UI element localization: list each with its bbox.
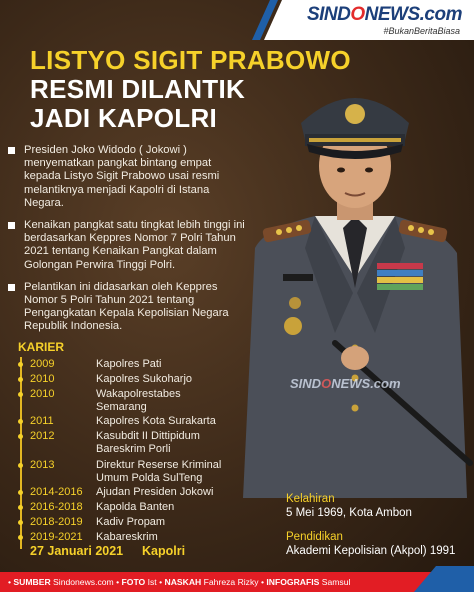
timeline-dot-icon	[18, 520, 23, 525]
timeline-dot-icon	[18, 490, 23, 495]
bullet-item: Kenaikan pangkat satu tingkat lebih tinggi ini berdasarkan Keppres Nomor 7 Polri Tahun 2021 tentang Kenaikan Pangkat dalam Golongan Perwira Tinggi Polri.	[8, 219, 248, 272]
timeline-dot-icon	[18, 535, 23, 540]
timeline-dot-icon	[18, 463, 23, 468]
officer-portrait	[235, 78, 474, 498]
brand-tagline: #BukanBeritaBiasa	[383, 26, 460, 36]
infographic: SINDONEWS.com #BukanBeritaBiasa LISTYO SIGIT PRABOWO RESMI DILANTIK JADI KAPOLRI Presiden Joko Widodo ( Jokowi ) menyematkan pangkat bintang empat kepada Listyo Sigit Prabowo usai resmi melantiknya menjadi Kapolri di Istana Negara. Kenaikan pangkat satu tingkat lebih tinggi ini berdasarkan Keppres Nomor 7 Polri Tahun 2021 tentang Kenaikan Pangkat dalam Golongan Perwira Tinggi Polri. Pelantikan ini didasarkan oleh Keppres Nomor 5 Polri Tahun 2021 tentang Pengangkatan Kepala Kepolisian Negara Republik Indonesia. SINDONEWS.com KARIER 2009 Kapolres Pati 2010 Kapolres Sukoharjo 2010 Wakapolrestabes Semarang 2011 Kapolres Kota Surakarta 2012 Kasubdit II Dittipidum Bareskrim Porli 2013 Direktur Reserse Kriminal Umum Polda SulTeng 2014-2016 Ajudan Presiden Jokowi 2016-2018 Kapolda Banten 2018-2019 Kadiv Propam 2019-2021 Kabareskrim 27 Januari 2021 Kapolri Kelahiran 5 Mei 1969, Kota Ambon Pendidikan Akademi Kepolisian (Akpol) 1991 • SUMBER Sindonews.com • FOTO Ist • NASKAH Fahreza Rizky • INFOGRAFIS Samsul	[0, 0, 474, 592]
education-value: Akademi Kepolisian (Akpol) 1991	[286, 545, 456, 557]
title-line-1: LISTYO SIGIT PRABOWO	[30, 45, 351, 75]
education-label: Pendidikan	[286, 531, 343, 543]
bullet-square-icon	[8, 222, 15, 229]
footer-credits: • SUMBER Sindonews.com • FOTO Ist • NASKAH Fahreza Rizky • INFOGRAFIS Samsul	[0, 572, 474, 592]
career-final-position: Kapolri	[142, 544, 186, 558]
timeline-dot-icon	[18, 505, 23, 510]
birth-label: Kelahiran	[286, 493, 335, 505]
bullet-square-icon	[8, 147, 15, 154]
timeline-dot-icon	[18, 434, 23, 439]
timeline-dot-icon	[18, 377, 23, 382]
watermark: SINDONEWS.com	[290, 376, 401, 391]
timeline-dot-icon	[18, 362, 23, 367]
timeline-dot-icon	[18, 392, 23, 397]
timeline-dot-icon	[18, 419, 23, 424]
bullet-list	[8, 144, 248, 343]
career-heading: KARIER	[18, 340, 65, 354]
birth-value: 5 Mei 1969, Kota Ambon	[286, 507, 412, 519]
career-final-row	[30, 544, 186, 558]
title-line-3: JADI KAPOLRI	[30, 103, 218, 133]
bullet-square-icon	[8, 284, 15, 291]
title-line-2: RESMI DILANTIK	[30, 74, 246, 104]
bullet-item: Pelantikan ini didasarkan oleh Keppres Nomor 5 Polri Tahun 2021 tentang Pengangkatan Kepala Kepolisian Negara Republik Indonesia.	[8, 281, 248, 334]
career-final-date: 27 Januari 2021	[30, 544, 124, 558]
bullet-item: Presiden Joko Widodo ( Jokowi ) menyematkan pangkat bintang empat kepada Listyo Sigit Prabowo usai resmi melantiknya menjadi Kapolri di Istana Negara.	[8, 144, 248, 210]
brand-logo[interactable]: SINDONEWS.com	[306, 4, 462, 25]
